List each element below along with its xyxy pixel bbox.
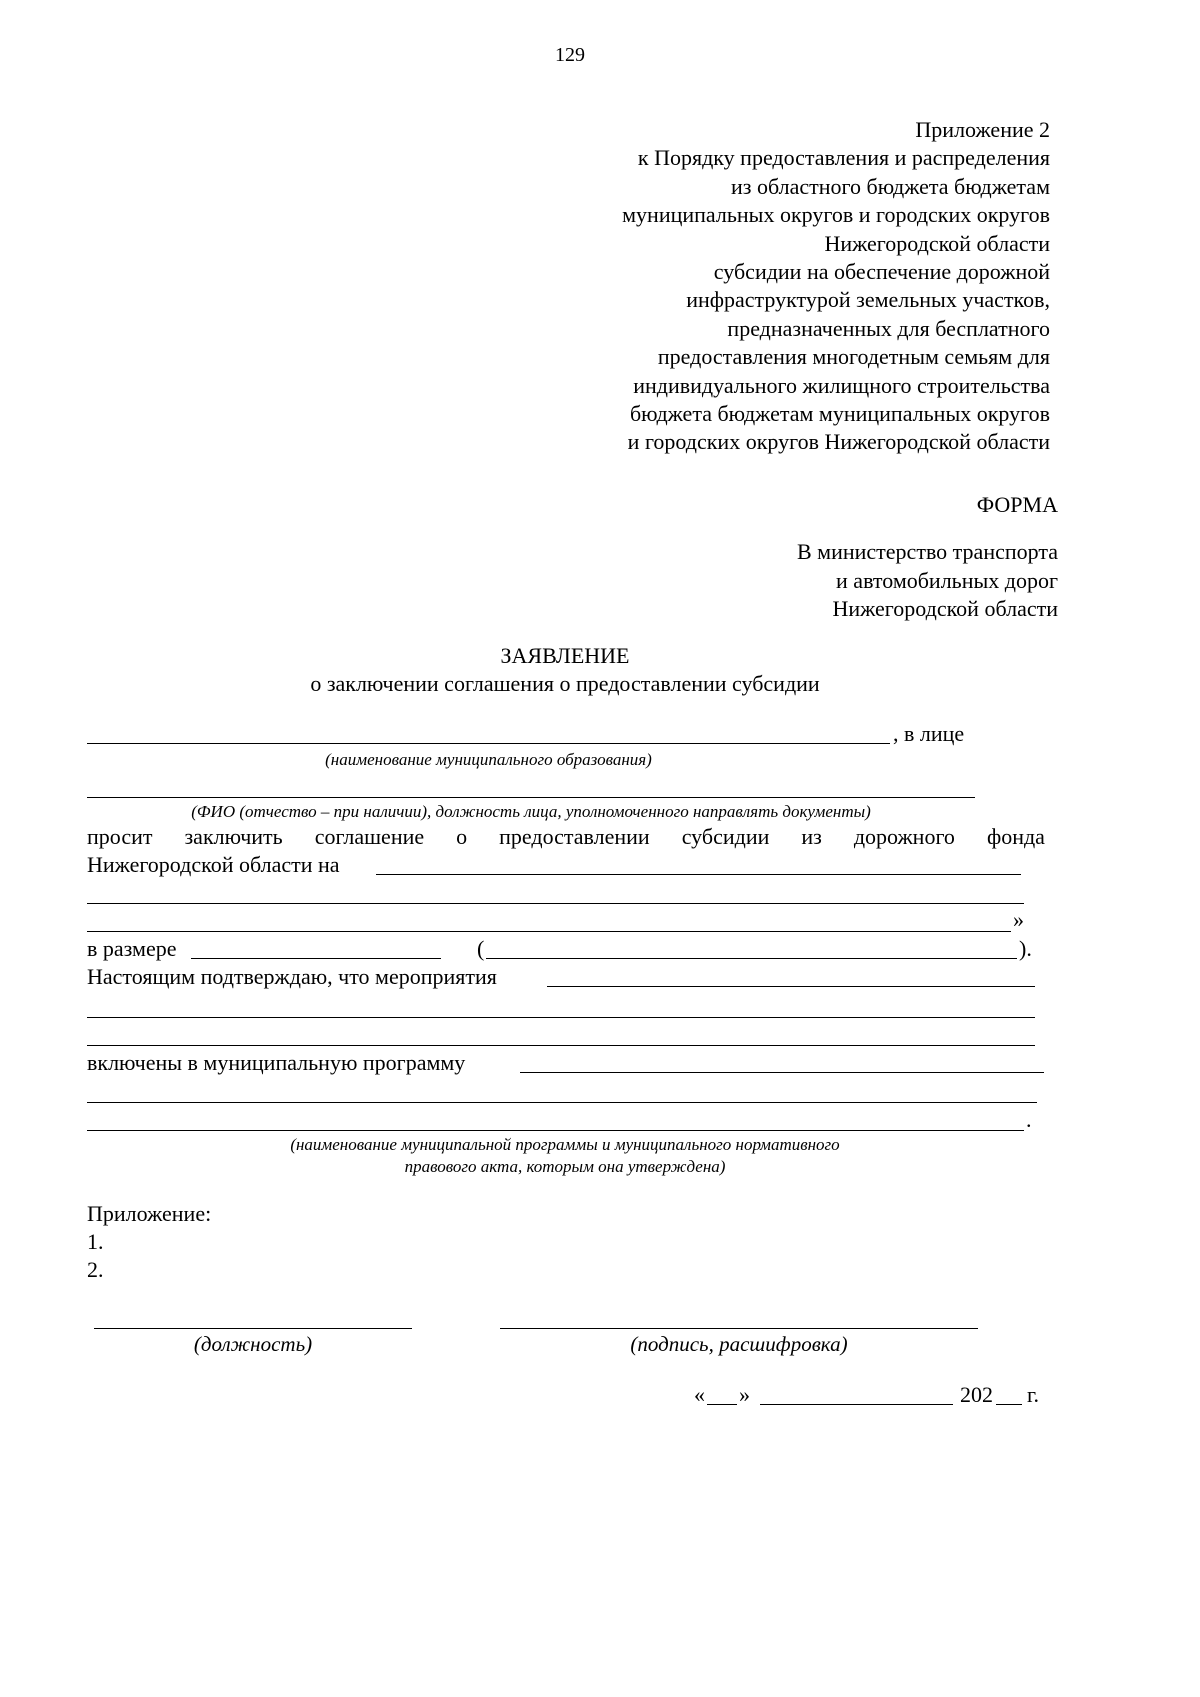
position-caption: (должность)	[193, 1332, 313, 1356]
purpose-field-3[interactable]	[87, 931, 1011, 932]
date-year-suffix: г.	[1027, 1382, 1040, 1407]
activities-field-3[interactable]	[87, 1045, 1035, 1046]
appendix-line: Нижегородской области	[824, 230, 1050, 256]
program-field-1[interactable]	[520, 1072, 1044, 1073]
appendix-line: из областного бюджета бюджетам	[731, 173, 1050, 199]
date-month-field[interactable]	[760, 1404, 953, 1405]
municipality-caption: (наименование муниципального образования)	[325, 750, 652, 769]
date-year-field[interactable]	[996, 1404, 1022, 1405]
purpose-field-1[interactable]	[376, 874, 1021, 875]
purpose-field-2[interactable]	[87, 903, 1024, 904]
municipality-field[interactable]	[87, 743, 890, 744]
authorized-person-field[interactable]	[87, 797, 975, 798]
appendix-line: и городских округов Нижегородской области	[627, 429, 1050, 455]
appendix-line: Приложение 2	[915, 117, 1050, 142]
request-word: дорожного	[853, 824, 955, 849]
request-word: из	[801, 824, 822, 849]
quote-close: »	[1013, 907, 1024, 932]
amount-number-field[interactable]	[191, 958, 441, 959]
request-word: субсидии	[681, 824, 770, 849]
appendix-header	[490, 116, 1050, 457]
authorized-person-caption: (ФИО (отчество – при наличии), должность лица, уполномоченного направлять документы)	[191, 802, 871, 821]
activities-field-2[interactable]	[87, 1017, 1035, 1018]
page-number: 129	[555, 44, 585, 66]
appendix-line: бюджета бюджетам муниципальных округов	[629, 401, 1050, 427]
appendix-line: к Порядку предоставления и распределения	[637, 145, 1050, 171]
confirm-label: Настоящим подтверждаю, что мероприятия	[87, 964, 497, 989]
activities-field-1[interactable]	[547, 986, 1035, 987]
recipient-line: В министерство транспорта	[797, 539, 1058, 564]
document-title: ЗАЯВЛЕНИЕ	[500, 643, 630, 668]
attachment-item: 1.	[87, 1229, 104, 1254]
request-word: фонда	[986, 824, 1045, 849]
request-line	[87, 823, 1045, 851]
date-year-prefix: 202	[960, 1382, 993, 1407]
amount-label: в размере	[87, 936, 177, 961]
attachment-item: 2.	[87, 1257, 104, 1282]
recipient-line: Нижегородской области	[832, 596, 1058, 622]
program-caption-2: правового акта, которым она утверждена)	[404, 1157, 726, 1176]
appendix-line: инфраструктурой земельных участков,	[686, 287, 1050, 313]
date-quote-close: »	[739, 1382, 750, 1407]
period-mark: .	[1026, 1107, 1032, 1132]
program-caption-1: (наименование муниципальной программы и муниципального нормативного	[290, 1135, 840, 1154]
request-word: о	[456, 824, 468, 849]
date-day-field[interactable]	[707, 1404, 737, 1405]
paren-open: (	[477, 936, 485, 961]
request-word: предоставлении	[499, 824, 650, 849]
form-label: ФОРМА	[976, 492, 1058, 517]
document-subtitle: о заключении соглашения о предоставлении субсидии	[310, 671, 820, 696]
position-field[interactable]	[94, 1328, 412, 1329]
amount-words-field[interactable]	[486, 958, 1017, 959]
program-field-3[interactable]	[87, 1130, 1024, 1131]
in-person-text: , в лице	[893, 721, 965, 746]
request-word: просит	[87, 824, 153, 849]
date-quote-open: «	[694, 1382, 705, 1407]
appendix-line: предоставления многодетным семьям для	[657, 344, 1050, 370]
included-label: включены в муниципальную программу	[87, 1050, 466, 1075]
region-on-text: Нижегородской области на	[87, 852, 340, 877]
program-field-2[interactable]	[87, 1102, 1037, 1103]
appendix-line: предназначенных для бесплатного	[727, 315, 1050, 341]
attachments-label: Приложение:	[87, 1201, 212, 1226]
appendix-line: субсидии на обеспечение дорожной	[713, 259, 1050, 285]
signature-field[interactable]	[500, 1328, 978, 1329]
recipient-block	[797, 538, 1058, 624]
appendix-line: индивидуального жилищного строительства	[633, 372, 1050, 398]
recipient-line: и автомобильных дорог	[836, 567, 1058, 593]
request-word: соглашение	[314, 824, 425, 849]
paren-close: ).	[1019, 936, 1032, 961]
request-word: заключить	[184, 824, 283, 849]
signature-caption: (подпись, расшифровка)	[630, 1332, 848, 1356]
appendix-line: муниципальных округов и городских округов	[622, 202, 1050, 228]
